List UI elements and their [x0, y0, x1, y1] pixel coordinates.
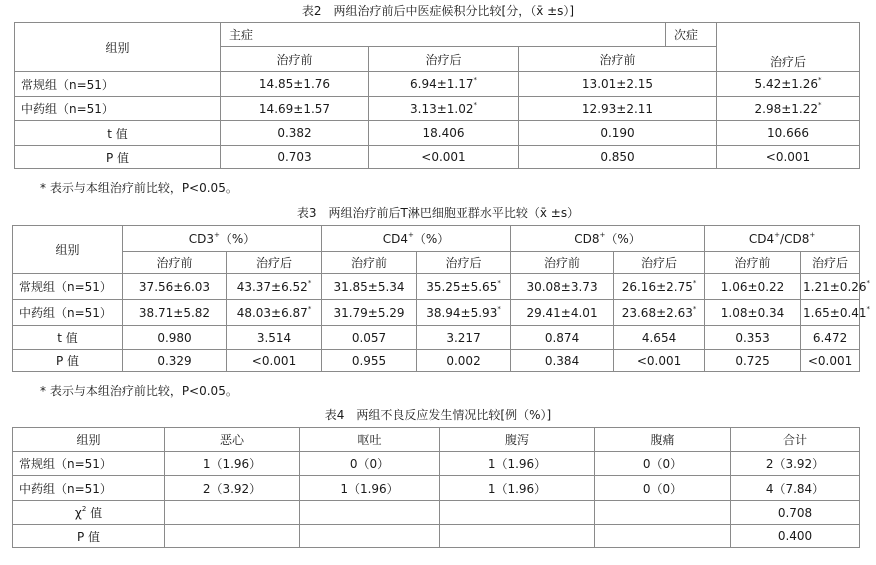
table3-header-before: 治疗前	[123, 252, 227, 274]
significance-mark: *	[497, 304, 501, 313]
cell: 5.42±1.26*	[717, 72, 860, 97]
cell: 1.06±0.22	[705, 274, 801, 300]
significance-mark: *	[497, 278, 501, 287]
significance-mark: *	[866, 278, 871, 287]
cell	[165, 501, 300, 525]
cell: 1（1.96）	[300, 476, 440, 501]
cell: 38.71±5.82	[123, 300, 227, 326]
table3-header-after: 治疗后	[227, 252, 322, 274]
table4-caption: 表4 两组不良反应发生情况比较[例（%）]	[324, 408, 552, 422]
cell: <0.001	[614, 350, 705, 372]
row-label: P 值	[15, 146, 221, 169]
table-row	[15, 97, 860, 121]
table-row	[13, 300, 860, 326]
cell: 48.03±6.87*	[227, 300, 322, 326]
table4-header-nausea: 恶心	[165, 428, 300, 452]
cell	[300, 501, 440, 525]
cell: 1.21±0.26*	[801, 274, 860, 300]
row-label: P 值	[13, 525, 165, 548]
cell	[440, 525, 595, 548]
cell: <0.001	[227, 350, 322, 372]
table3-header-cd8: CD8+（%）	[511, 226, 705, 252]
table-row	[15, 146, 860, 169]
row-label: t 值	[13, 326, 123, 350]
cell	[440, 501, 595, 525]
cell: 2.98±1.22*	[717, 97, 860, 121]
cell: 2（3.92）	[165, 476, 300, 501]
cell: 26.16±2.75*	[614, 274, 705, 300]
row-label: 中药组（n=51）	[13, 300, 123, 326]
table3-header-cd4: CD4+（%）	[322, 226, 511, 252]
table3-header-before: 治疗前	[705, 252, 801, 274]
cell: 0.400	[731, 525, 860, 548]
cell: 2（3.92）	[731, 452, 860, 476]
table4-header-group: 组别	[13, 428, 165, 452]
cell: 1（1.96）	[165, 452, 300, 476]
table-row	[13, 501, 860, 525]
cell: 6.472	[801, 326, 860, 350]
table4	[12, 427, 860, 548]
cell: 31.85±5.34	[322, 274, 417, 300]
row-label: t 值	[15, 121, 221, 146]
row-label: P 值	[13, 350, 123, 372]
table4-header-vomiting: 呕吐	[300, 428, 440, 452]
cell: 0.382	[221, 121, 369, 146]
cell: 18.406	[369, 121, 519, 146]
table-row	[13, 525, 860, 548]
table3-header-after: 治疗后	[614, 252, 705, 274]
cell: 3.13±1.02*	[369, 97, 519, 121]
cell: 0.353	[705, 326, 801, 350]
cell: 0.190	[519, 121, 717, 146]
row-label: $\chi^2$ 值	[13, 501, 165, 525]
cell: 4.654	[614, 326, 705, 350]
table2-footnote: * 表示与本组治疗前比较，P<0.05。	[40, 181, 238, 195]
cell: 1（1.96）	[440, 476, 595, 501]
significance-mark: *	[307, 304, 312, 313]
significance-mark: *	[818, 76, 822, 84]
cell: <0.001	[717, 146, 860, 169]
cell: 31.79±5.29	[322, 300, 417, 326]
significance-mark: *	[473, 100, 477, 109]
row-label: 常规组（n=51）	[13, 452, 165, 476]
cell: 14.85±1.76	[221, 72, 369, 97]
significance-mark: *	[866, 304, 871, 313]
table2-header-secondary-after: 治疗后	[717, 23, 860, 72]
cell	[595, 501, 731, 525]
cell: 0.002	[417, 350, 511, 372]
cell: 38.94±5.93*	[417, 300, 511, 326]
table2	[14, 22, 860, 169]
table2-header-group: 组别	[15, 23, 221, 72]
table2-caption: 表2 两组治疗前后中医症候积分比较[分，（x̄ ±s）]	[301, 4, 575, 18]
significance-mark: *	[818, 100, 822, 109]
table2-header-secondary: 次症	[666, 23, 717, 47]
significance-mark: *	[692, 278, 697, 287]
table3-footnote: * 表示与本组治疗前比较，P<0.05。	[40, 384, 238, 398]
table2-header-before: 治疗前	[221, 47, 369, 72]
table-row	[13, 326, 860, 350]
table3-header-cd3: CD3+（%）	[123, 226, 322, 252]
cell: 43.37±6.52*	[227, 274, 322, 300]
table3-header-before: 治疗前	[511, 252, 614, 274]
cell: 0（0）	[300, 452, 440, 476]
row-label: 中药组（n=51）	[13, 476, 165, 501]
significance-mark: *	[473, 76, 477, 84]
table3-header-after: 治疗后	[417, 252, 511, 274]
cell: 6.94±1.17*	[369, 72, 519, 97]
table2-header-after: 治疗后	[369, 47, 519, 72]
table3-header-after: 治疗后	[801, 252, 860, 274]
table-row	[13, 350, 860, 372]
cell: 4（7.84）	[731, 476, 860, 501]
table-row	[15, 72, 860, 97]
table3-header-before: 治疗前	[322, 252, 417, 274]
table3-caption: 表3 两组治疗前后T淋巴细胞亚群水平比较（x̄ ±s）	[296, 206, 580, 220]
table4-header-diarrhea: 腹泻	[440, 428, 595, 452]
row-label: 中药组（n=51）	[15, 97, 221, 121]
cell: 30.08±3.73	[511, 274, 614, 300]
cell: 3.514	[227, 326, 322, 350]
cell: 0.708	[731, 501, 860, 525]
table2-header-secondary-before: 治疗前	[519, 47, 717, 72]
cell: 3.217	[417, 326, 511, 350]
cell: 0.955	[322, 350, 417, 372]
table4-header-total: 合计	[731, 428, 860, 452]
table-row	[13, 476, 860, 501]
cell: 0.874	[511, 326, 614, 350]
cell: 1.08±0.34	[705, 300, 801, 326]
significance-mark: *	[692, 304, 697, 313]
table-row	[13, 452, 860, 476]
cell: 1.65±0.41*	[801, 300, 860, 326]
cell: 23.68±2.63*	[614, 300, 705, 326]
cell: 1（1.96）	[440, 452, 595, 476]
cell: 10.666	[717, 121, 860, 146]
cell: 13.01±2.15	[519, 72, 717, 97]
cell: 0.057	[322, 326, 417, 350]
cell	[595, 525, 731, 548]
cell: 0（0）	[595, 476, 731, 501]
table-row	[13, 274, 860, 300]
cell: 0.384	[511, 350, 614, 372]
cell: 0.980	[123, 326, 227, 350]
table2-header-main: 主症	[221, 23, 666, 47]
table3	[12, 225, 871, 372]
table4-header-abdominal-pain: 腹痛	[595, 428, 731, 452]
cell: 0.703	[221, 146, 369, 169]
cell: 0（0）	[595, 452, 731, 476]
cell: 0.725	[705, 350, 801, 372]
cell: 35.25±5.65*	[417, 274, 511, 300]
cell: <0.001	[369, 146, 519, 169]
table3-header-ratio: CD4+/CD8+	[705, 226, 860, 252]
significance-mark: *	[307, 278, 312, 287]
cell: 0.850	[519, 146, 717, 169]
cell: 14.69±1.57	[221, 97, 369, 121]
cell: 37.56±6.03	[123, 274, 227, 300]
row-label: 常规组（n=51）	[13, 274, 123, 300]
table3-header-group: 组别	[13, 226, 123, 274]
cell: 29.41±4.01	[511, 300, 614, 326]
cell	[165, 525, 300, 548]
cell: <0.001	[801, 350, 860, 372]
cell: 0.329	[123, 350, 227, 372]
cell: 12.93±2.11	[519, 97, 717, 121]
cell	[300, 525, 440, 548]
table-row	[15, 121, 860, 146]
row-label: 常规组（n=51）	[15, 72, 221, 97]
